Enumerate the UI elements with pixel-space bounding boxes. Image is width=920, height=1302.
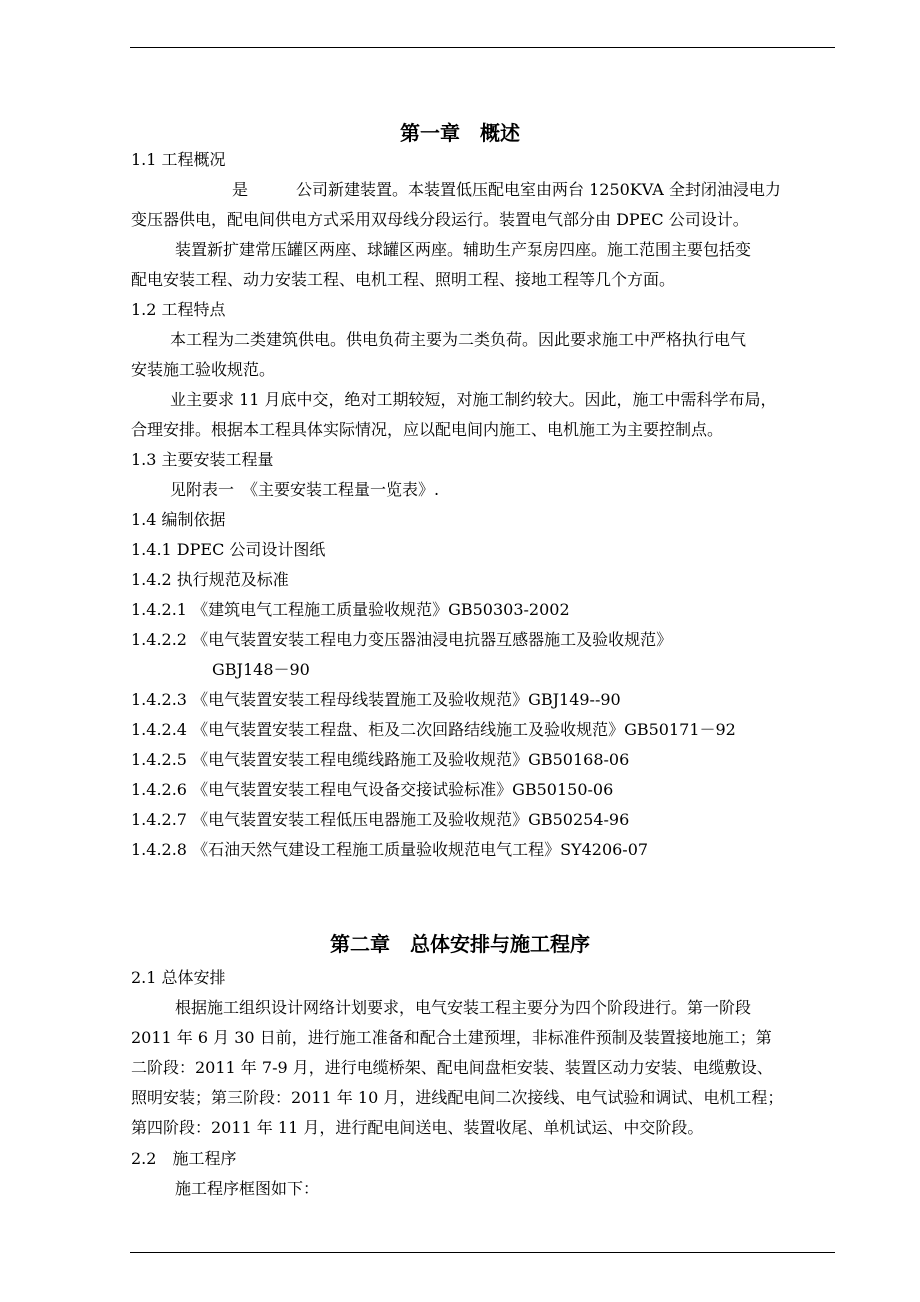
paragraph-line: 合理安排。根据本工程具体实际情况，应以配电间内施工、电机施工为主要控制点。 (131, 420, 724, 439)
paragraph-line: 装置新扩建常压罐区两座、球罐区两座。辅助生产泵房四座。施工范围主要包括变 (175, 240, 752, 259)
paragraph-line: 变压器供电，配电间供电方式采用双母线分段运行。装置电气部分由 DPEC 公司设计。 (131, 210, 749, 229)
section-1-3-heading: 1.3 主要安装工程量 (131, 450, 274, 469)
standard-item-continuation: GBJ148－90 (212, 660, 310, 679)
section-1-4-2-heading: 1.4.2 执行规范及标准 (131, 570, 289, 589)
standard-item: 1.4.2.5 《电气装置安装工程电缆线路施工及验收规范》GB50168-06 (131, 750, 630, 769)
header-rule (130, 47, 835, 48)
chapter-1-title: 第一章 概述 (400, 121, 520, 145)
standard-item: 1.4.2.1 《建筑电气工程施工质量验收规范》GB50303-2002 (131, 600, 570, 619)
standard-item: 1.4.2.7 《电气装置安装工程低压电器施工及验收规范》GB50254-96 (131, 810, 630, 829)
paragraph-line: 是 公司新建装置。本装置低压配电室由两台 1250KVA 全封闭油浸电力 (232, 180, 781, 199)
paragraph-line: 照明安装；第三阶段：2011 年 10 月，进线配电间二次接线、电气试验和调试、电机工程； (131, 1088, 784, 1107)
paragraph-line: 第四阶段：2011 年 11 月，进行配电间送电、装置收尾、单机试运、中交阶段。 (131, 1118, 704, 1137)
chapter-2-title: 第二章 总体安排与施工程序 (330, 932, 590, 956)
paragraph-line: 根据施工组织设计网络计划要求，电气安装工程主要分为四个阶段进行。第一阶段 (175, 998, 752, 1017)
footer-rule (130, 1252, 835, 1253)
standard-item: 1.4.2.6 《电气装置安装工程电气设备交接试验标准》GB50150-06 (131, 780, 614, 799)
paragraph-line: 见附表一 《主要安装工程量一览表》. (170, 480, 440, 499)
paragraph-line: 施工程序框图如下： (175, 1179, 320, 1198)
section-1-4-1-heading: 1.4.1 DPEC 公司设计图纸 (131, 540, 326, 559)
paragraph-line: 配电安装工程、动力安装工程、电机工程、照明工程、接地工程等几个方面。 (131, 270, 676, 289)
section-1-1-heading: 1.1 工程概况 (131, 150, 226, 169)
paragraph-line: 二阶段：2011 年 7-9 月，进行电缆桥架、配电间盘柜安装、装置区动力安装、电缆敷设、 (131, 1058, 773, 1077)
standard-item: 1.4.2.8 《石油天然气建设工程施工质量验收规范电气工程》SY4206-07 (131, 840, 649, 859)
section-1-2-heading: 1.2 工程特点 (131, 300, 226, 319)
paragraph-line: 业主要求 11 月底中交，绝对工期较短，对施工制约较大。因此，施工中需科学布局， (170, 390, 777, 409)
section-1-4-heading: 1.4 编制依据 (131, 510, 226, 529)
paragraph-line: 安装施工验收规范。 (131, 360, 276, 379)
section-2-1-heading: 2.1 总体安排 (131, 968, 226, 987)
standard-item: 1.4.2.4 《电气装置安装工程盘、柜及二次回路结线施工及验收规范》GB50171－92 (131, 720, 736, 739)
section-2-2-heading: 2.2 施工程序 (131, 1149, 237, 1168)
paragraph-line: 2011 年 6 月 30 日前，进行施工准备和配合土建预埋，非标准件预制及装置接地施工；第 (131, 1028, 772, 1047)
paragraph-line: 本工程为二类建筑供电。供电负荷主要为二类负荷。因此要求施工中严格执行电气 (170, 330, 747, 349)
standard-item: 1.4.2.3 《电气装置安装工程母线装置施工及验收规范》GBJ149--90 (131, 690, 621, 709)
standard-item: 1.4.2.2 《电气装置安装工程电力变压器油浸电抗器互感器施工及验收规范》 (131, 630, 673, 649)
